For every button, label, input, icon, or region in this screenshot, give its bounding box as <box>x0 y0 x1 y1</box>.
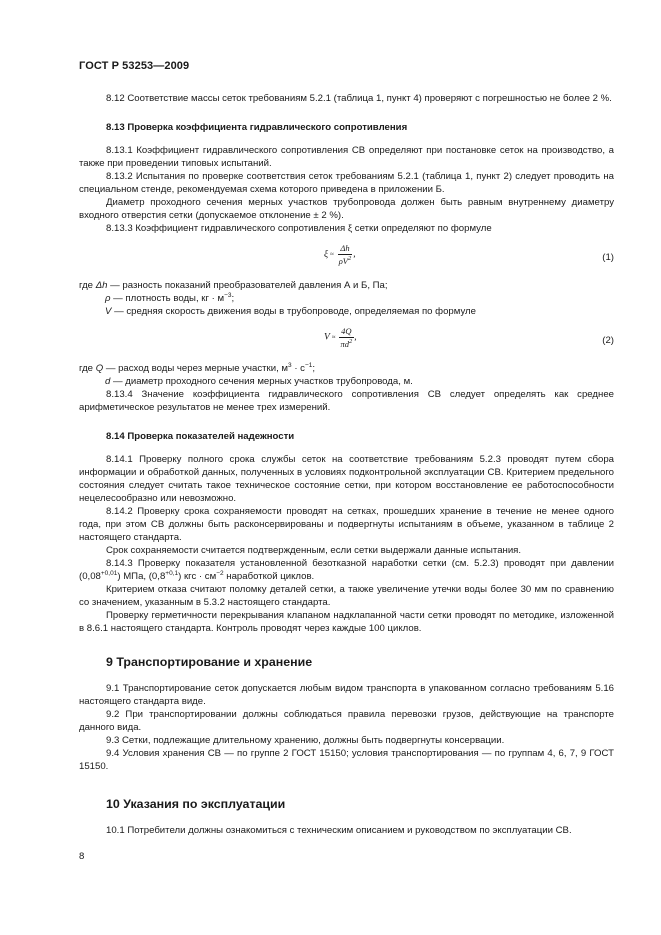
where-2-q-exp: 3 <box>288 361 292 369</box>
where-1-lead: где <box>79 280 94 291</box>
clause-8-14-2: 8.14.2 Проверку срока сохраняемости проводят на сетках, прошедших хранение в течение не менее одного года, при этом СВ должны быть расконсервированы и подвергнуты испытаниям в объеме, указанном в таблице 2 настоящего стандарта. <box>79 506 614 543</box>
clause-8-14-2-storage: Срок сохраняемости считается подтвержденным, если сетки выдержали данные испытания. <box>106 545 522 556</box>
formula-2-denominator-exponent: 2 <box>348 338 353 346</box>
where-1-rho-desc: — плотность воды, кг · м <box>110 293 225 304</box>
clause-8-13-3: 8.13.3 Коэффициент гидравлического сопротивления ξ сетки определяют по формуле <box>106 223 492 234</box>
clause-9-4: 9.4 Условия хранения СВ — по группе 2 ГОСТ 15150; условия транспортирования — по группам 4, 6, 7, 9 ГОСТ 15150. <box>79 748 614 772</box>
clause-8-14-1: 8.14.1 Проверку полного срока службы сеток на соответствие требованиям 5.2.3 проводят путем сбора информации и обработкой данных, полученных в условиях подконтрольной эксплуатации СВ. Критерием предельного состояния следует считать такое техническое состояние сетки, при котором восстановление ее работоспособности нецелесообразно или невозможно. <box>79 454 614 504</box>
document-code-header: ГОСТ Р 53253—2009 <box>79 60 190 72</box>
formula-2-lhs: V <box>324 331 330 343</box>
clause-8-14-3-tol-1: +0,01 <box>100 569 118 577</box>
formula-2 <box>79 326 614 358</box>
where-2-q-exp2: −1 <box>304 361 313 369</box>
where-1-line-1 <box>79 279 614 292</box>
formula-1-tail: , <box>353 248 356 260</box>
clause-8-14-3-leak-check: Проверку герметичности перекрывания клапаном надклапанной части сетки проводят по методике, изложенной в 8.6.1 настоящего стандарта. Контроль проводят через каждые 100 циклов. <box>79 610 614 634</box>
where-2-q-mid: · с <box>291 363 305 374</box>
clause-8-13-2-diameter: Диаметр проходного сечения мерных участков трубопровода должен быть равным внутреннему диаметру входного отверстия сетки (допускаемое отклонение ± 2 %). <box>79 197 614 221</box>
page-number: 8 <box>79 851 85 862</box>
formula-2-denominator: πd <box>340 339 349 349</box>
formula-1-denominator-exponent: 2 <box>347 255 352 263</box>
where-1-rho-tail: ; <box>231 293 235 304</box>
formula-1-lhs: ξ <box>324 248 329 260</box>
clause-8-13-2: 8.13.2 Испытания по проверке соответствия сеток требованиям 5.2.1 (таблица 1, пункт 2) следует проводить на специальном стенде, рекомендуемая схема которого приведена в приложении Б. <box>79 171 614 195</box>
clause-8-14-3-part-d: наработкой циклов. <box>223 571 315 582</box>
clause-8-14-3-part-a: 8.14.3 Проверку показателя установленной безотказной наработки сетки (см. 5.2.3) проводят при давлении (0,08 <box>79 558 614 582</box>
clause-8-14-3-tol-2: +0,1 <box>165 569 179 577</box>
where-1-v: V <box>105 306 112 317</box>
where-2-lead: где <box>79 363 94 374</box>
where-2-line-2 <box>79 375 614 388</box>
clause-8-13-1: 8.13.1 Коэффициент гидравлического сопротивления СВ определяют при постановке сеток на производство, а также при проведении типовых испытаний. <box>79 145 614 169</box>
formula-1-eq: ≈ <box>330 251 334 258</box>
where-1-delta-h: Δh <box>95 280 108 291</box>
where-1-delta-h-desc: — разность показаний преобразователей давления А и Б, Па; <box>107 280 388 291</box>
clause-8-14-3-part-c: ) кгс · см <box>178 571 217 582</box>
clause-8-14-3 <box>79 557 614 583</box>
formula-1-numerator: Δh <box>340 243 350 253</box>
formula-1-number: (1) <box>602 252 614 263</box>
where-2-d: d <box>105 376 111 387</box>
where-1-v-desc: — средняя скорость движения воды в трубопроводе, определяемая по формуле <box>111 306 476 317</box>
clause-8-14-3-part-b: ) МПа, (0,8 <box>117 571 166 582</box>
section-9-heading: 9 Транспортирование и хранение <box>106 655 313 669</box>
section-8-14-heading: 8.14 Проверка показателей надежности <box>106 431 295 442</box>
where-2-d-desc: — диаметр проходного сечения мерных участков трубопровода, м. <box>110 376 413 387</box>
clause-8-13-4: 8.13.4 Значение коэффициента гидравлического сопротивления СВ следует определять как среднее арифметическое результатов не менее трех измерений. <box>79 389 614 413</box>
clause-8-14-3-failure: Критерием отказа считают поломку деталей сетки, а также увеличение утечки воды более 30 мм по сравнению со значением, указанным в 5.3.2 настоящего стандарта. <box>79 584 614 608</box>
formula-2-numerator: 4Q <box>341 326 352 336</box>
clause-9-2: 9.2 При транспортировании должны соблюдаться правила перевозки грузов, действующие на транспорте данного вида. <box>79 709 614 733</box>
clause-9-3: 9.3 Сетки, подлежащие длительному хранению, должны быть подвергнуты консервации. <box>106 735 505 746</box>
where-2-q-desc: — расход воды через мерные участки, м <box>103 363 289 374</box>
formula-1-denominator: ρV <box>338 256 348 266</box>
formula-2-eq: ≈ <box>331 334 336 341</box>
clause-8-14-3-exp: −2 <box>216 569 224 577</box>
clause-8-12: 8.12 Соответствие массы сеток требованиям 5.2.1 (таблица 1, пункт 4) проверяют с погрешностью не более 2 %. <box>106 93 612 104</box>
formula-2-number: (2) <box>602 335 614 346</box>
where-2-line-1 <box>79 362 614 375</box>
page-content <box>79 92 614 837</box>
clause-9-1: 9.1 Транспортирование сеток допускается любым видом транспорта в упакованном согласно требованиям 5.16 настоящего стандарта виде. <box>79 683 614 707</box>
where-2-q-tail: ; <box>312 363 316 374</box>
formula-2-tail: , <box>354 331 357 343</box>
where-1-line-2 <box>79 292 614 305</box>
where-1-line-3 <box>79 305 614 318</box>
where-1-rho-exp: −3 <box>224 291 232 299</box>
section-10-heading: 10 Указания по эксплуатации <box>106 797 286 811</box>
formula-2-fraction <box>338 326 357 349</box>
formula-1 <box>79 243 614 275</box>
formula-1-fraction <box>337 243 354 266</box>
where-1-rho: ρ <box>105 293 111 304</box>
section-8-13-heading: 8.13 Проверка коэффициента гидравлического сопротивления <box>106 122 408 133</box>
clause-10-1: 10.1 Потребители должны ознакомиться с техническим описанием и руководством по эксплуатации СВ. <box>106 825 572 836</box>
where-2-q: Q <box>95 363 104 374</box>
